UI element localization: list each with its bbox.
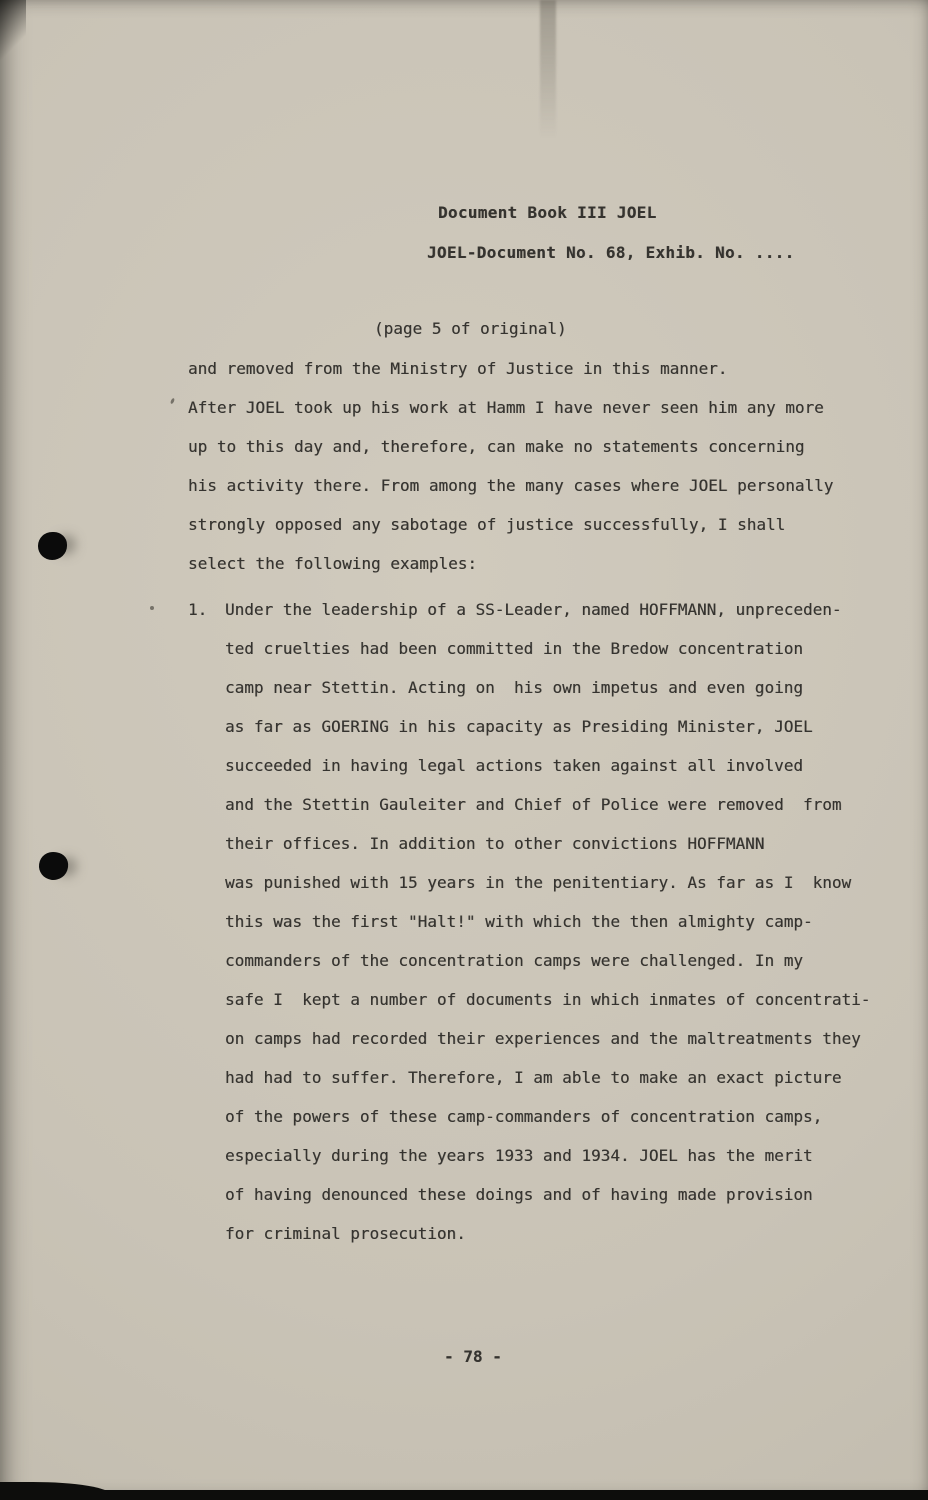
text-line: as far as GOERING in his capacity as Presiding Minister, JOEL: [225, 717, 813, 736]
item-body: [225, 590, 870, 1253]
text-line: camp near Stettin. Acting on his own impetus and even going: [225, 678, 803, 697]
text-line: select the following examples:: [188, 554, 477, 573]
page-reference: (page 5 of original): [374, 319, 567, 338]
punch-hole-top: [38, 532, 67, 560]
text-line: up to this day and, therefore, can make no statements concerning: [188, 437, 805, 456]
document-title: Document Book III JOEL: [438, 203, 657, 222]
text-line: for criminal prosecution.: [225, 1224, 466, 1243]
text-line: of the powers of these camp-commanders of concentration camps,: [225, 1107, 823, 1126]
text-line: succeeded in having legal actions taken against all involved: [225, 756, 803, 775]
text-line: this was the first "Halt!" with which the then almighty camp-: [225, 912, 813, 931]
text-line: was punished with 15 years in the penitentiary. As far as I know: [225, 873, 852, 892]
fold-crease: [540, 0, 556, 150]
punch-hole-bottom: [37, 850, 70, 882]
text-line: strongly opposed any sabotage of justice successfully, I shall: [188, 515, 786, 534]
ink-speck: [170, 398, 175, 405]
document-subtitle: JOEL-Document No. 68, Exhib. No. ....: [427, 243, 795, 262]
text-line: on camps had recorded their experiences and the maltreatments they: [225, 1029, 861, 1048]
text-line: and the Stettin Gauleiter and Chief of Police were removed from: [225, 795, 842, 814]
text-line: their offices. In addition to other convictions HOFFMANN: [225, 834, 765, 853]
text-line: had had to suffer. Therefore, I am able to make an exact picture: [225, 1068, 842, 1087]
text-line: After JOEL took up his work at Hamm I have never seen him any more: [188, 398, 824, 417]
page-number: - 78 -: [444, 1347, 502, 1366]
ink-speck: [150, 606, 154, 610]
intro-paragraph: [188, 349, 833, 583]
numbered-item: [188, 590, 870, 1253]
item-number: 1.: [188, 600, 208, 619]
text-line: and removed from the Ministry of Justice in this manner.: [188, 359, 728, 378]
text-line: his activity there. From among the many cases where JOEL personally: [188, 476, 834, 495]
text-line: especially during the years 1933 and 1934. JOEL has the merit: [225, 1146, 813, 1165]
text-line: of having denounced these doings and of having made provision: [225, 1185, 813, 1204]
text-line: safe I kept a number of documents in which inmates of concentrati-: [225, 990, 871, 1009]
text-line: Under the leadership of a SS-Leader, named HOFFMANN, unpreceden-: [225, 600, 842, 619]
text-line: ted cruelties had been committed in the Bredow concentration: [225, 639, 803, 658]
scan-corner-mark: [0, 0, 26, 62]
scan-edge-bottom: [0, 1490, 928, 1500]
text-line: commanders of the concentration camps were challenged. In my: [225, 951, 803, 970]
